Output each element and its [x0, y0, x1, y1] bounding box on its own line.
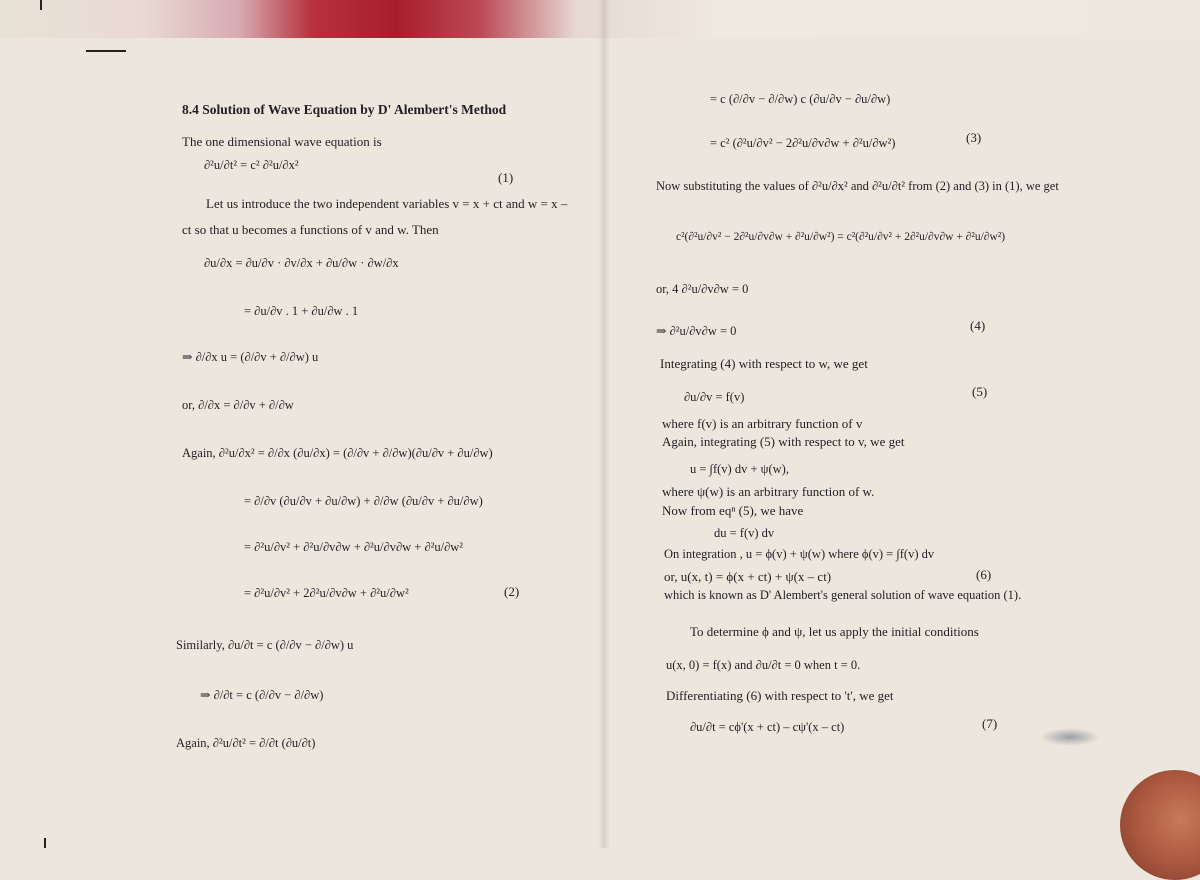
derivation-line: or, ∂/∂x = ∂/∂v + ∂/∂w	[182, 398, 294, 412]
paragraph-line: Now from eqⁿ (5), we have	[662, 503, 804, 518]
paragraph-line: where f(v) is an arbitrary function of v	[662, 416, 863, 431]
derivation-line: = ∂u/∂v . 1 + ∂u/∂w . 1	[244, 304, 359, 318]
paragraph-line: Integrating (4) with respect to w, we get	[660, 356, 868, 371]
derivation-line: c²(∂²u/∂v² − 2∂²u/∂v∂w + ∂²u/∂w²) = c²(∂²u/∂v² + 2∂²u/∂v∂w + ∂²u/∂w²)	[676, 231, 1006, 243]
derivation-line: u(x, 0) = f(x) and ∂u/∂t = 0 when t = 0.	[666, 658, 861, 672]
eq1-mid: = c²	[240, 158, 260, 172]
derivation-line: = ∂²u/∂v² + ∂²u/∂v∂w + ∂²u/∂v∂w + ∂²u/∂w²	[244, 540, 464, 554]
intro-text: The one dimensional wave equation is	[182, 134, 382, 149]
eq1-lhs: ∂²u/∂t²	[204, 158, 238, 172]
derivation-line: u = ∫f(v) dv + ψ(w),	[690, 462, 789, 476]
book-spine-shadow	[598, 0, 610, 848]
paragraph-line: or, u(x, t) = ϕ(x + ct) + ψ(x – ct)	[664, 569, 832, 584]
derivation-line: Similarly, ∂u/∂t = c (∂/∂v − ∂/∂w) u	[176, 638, 354, 652]
margin-rule	[86, 50, 126, 52]
paragraph-line: ct so that u becomes a functions of v and w. Then	[182, 222, 439, 237]
derivation-line: = ∂²u/∂v² + 2∂²u/∂v∂w + ∂²u/∂w²	[244, 586, 409, 600]
equation-1	[204, 158, 299, 172]
derivation-line: ∂u/∂t = cϕ'(x + ct) – cψ'(x – ct)	[690, 720, 845, 734]
paragraph-line: On integration , u = ϕ(v) + ψ(w) where ϕ(v) = ∫f(v) dv	[664, 547, 935, 561]
equation-label: (3)	[966, 130, 982, 145]
edge-mark	[40, 0, 42, 10]
derivation-line: = c (∂/∂v − ∂/∂w) c (∂u/∂v − ∂u/∂w)	[710, 92, 891, 106]
derivation-line: ∂u/∂x = ∂u/∂v · ∂v/∂x + ∂u/∂w · ∂w/∂x	[204, 256, 399, 270]
paragraph-line: Differentiating (6) with respect to 't', we get	[666, 688, 894, 703]
equation-label: (1)	[498, 170, 514, 185]
paragraph-line: To determine ϕ and ψ, let us apply the initial conditions	[690, 624, 979, 639]
thumb-in-photo	[1120, 770, 1200, 880]
paragraph-line: Now substituting the values of ∂²u/∂x² and ∂²u/∂t² from (2) and (3) in (1), we get	[656, 179, 1059, 193]
edge-mark	[44, 838, 46, 848]
derivation-line: or, 4 ∂²u/∂v∂w = 0	[656, 282, 749, 296]
derivation-line: = ∂/∂v (∂u/∂v + ∂u/∂w) + ∂/∂w (∂u/∂v + ∂u/∂w)	[244, 494, 483, 508]
equation-label: (2)	[504, 584, 520, 599]
derivation-line: ∂u/∂v = f(v)	[684, 390, 745, 404]
equation-label: (4)	[970, 318, 986, 333]
paragraph-line: where ψ(w) is an arbitrary function of w.	[662, 484, 875, 499]
paragraph-line: which is known as D' Alembert's general solution of wave equation (1).	[664, 588, 1022, 602]
derivation-line: ⇒ ∂/∂x u = (∂/∂v + ∂/∂w) u	[182, 350, 319, 364]
derivation-line: = c² (∂²u/∂v² − 2∂²u/∂v∂w + ∂²u/∂w²)	[710, 136, 896, 150]
paragraph-line: Let us introduce the two independent variables v = x + ct and w = x –	[206, 196, 568, 211]
equation-label: (5)	[972, 384, 988, 399]
eq1-rhs: ∂²u/∂x²	[262, 158, 299, 172]
derivation-line: Again, ∂²u/∂t² = ∂/∂t (∂u/∂t)	[176, 736, 316, 750]
equation-label: (7)	[982, 716, 998, 731]
derivation-line: ⇒ ∂²u/∂v∂w = 0	[656, 324, 737, 338]
section-heading: 8.4 Solution of Wave Equation by D' Alembert's Method	[182, 102, 507, 117]
derivation-line: Again, ∂²u/∂x² = ∂/∂x (∂u/∂x) = (∂/∂v + ∂/∂w)(∂u/∂v + ∂u/∂w)	[182, 446, 493, 460]
paragraph-line: Again, integrating (5) with respect to v, we get	[662, 434, 905, 449]
equation-label: (6)	[976, 567, 992, 582]
derivation-line: ⇒ ∂/∂t = c (∂/∂v − ∂/∂w)	[200, 688, 324, 702]
derivation-line: du = f(v) dv	[714, 526, 775, 540]
photo-smudge	[1040, 728, 1100, 746]
